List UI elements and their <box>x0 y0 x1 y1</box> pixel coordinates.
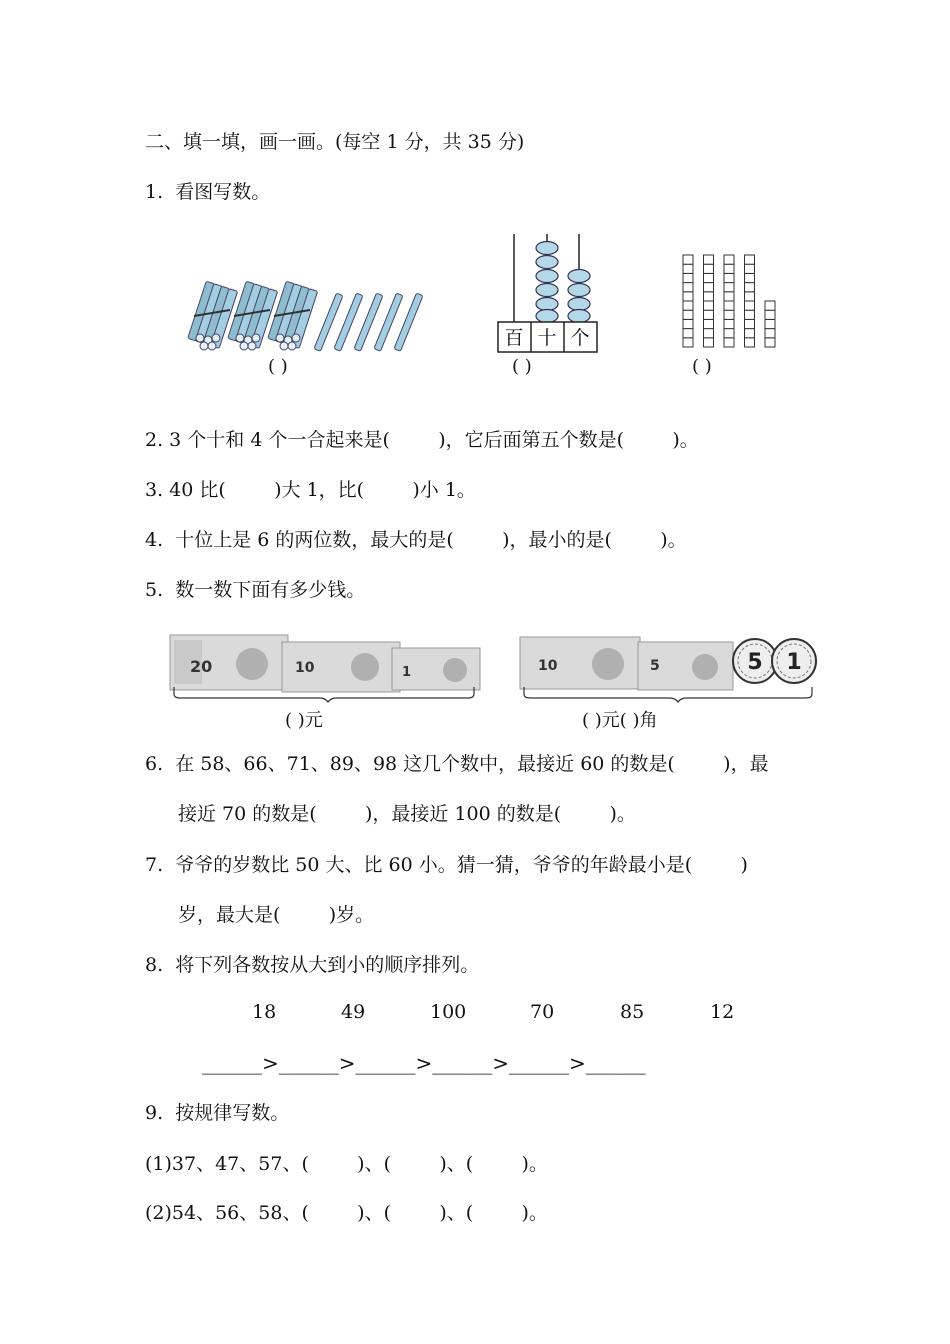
cube-unit <box>745 264 755 273</box>
answer-blank-money-left[interactable]: ( )元 <box>285 710 323 731</box>
cube-unit <box>745 338 755 347</box>
cube-unit <box>683 283 693 292</box>
question-4: 4. 十位上是 6 的两位数，最大的是( )，最小的是( )。 <box>145 529 687 551</box>
cube-unit <box>704 273 714 282</box>
cube-unit <box>745 319 755 328</box>
bill-value-20: 20 <box>190 657 213 676</box>
stick-bundles-figure <box>190 280 430 355</box>
cube-columns-figure <box>680 252 780 352</box>
cube-unit <box>683 338 693 347</box>
question-9-text: 9. 按规律写数。 <box>145 1102 290 1124</box>
cube-unit <box>724 283 734 292</box>
abacus-label-tens: 十 <box>537 327 557 349</box>
money-group-left <box>170 632 480 700</box>
cube-unit <box>683 292 693 301</box>
cube-unit <box>704 338 714 347</box>
cube-unit <box>704 292 714 301</box>
number-item: 12 <box>710 1001 735 1023</box>
cube-unit <box>724 319 734 328</box>
cube-unit <box>765 301 775 310</box>
cube-unit <box>683 310 693 319</box>
cube-unit <box>724 338 734 347</box>
cube-unit <box>765 329 775 338</box>
cube-unit <box>724 329 734 338</box>
cube-unit <box>765 338 775 347</box>
cube-unit <box>745 301 755 310</box>
question-6-line2: 接近 70 的数是( )，最接近 100 的数是( )。 <box>178 803 636 825</box>
coin-value-1: 1 <box>786 650 802 675</box>
question-7-line2: 岁，最大是( )岁。 <box>178 904 375 926</box>
question-7-line1: 7. 爷爷的岁数比 50 大、比 60 小。猜一猜，爷爷的年龄最小是( ) <box>145 854 748 876</box>
cube-unit <box>745 283 755 292</box>
cube-unit <box>704 283 714 292</box>
ordering-answer-line[interactable]: ______>______>______>______>______>______ <box>202 1051 646 1075</box>
bill-value-5: 5 <box>650 658 660 674</box>
cube-unit <box>683 273 693 282</box>
question-9-sub2: (2)54、56、58、( )、( )、( )。 <box>145 1202 548 1224</box>
abacus-label-hundreds: 百 <box>504 327 524 349</box>
cube-unit <box>683 301 693 310</box>
cube-unit <box>704 319 714 328</box>
cube-unit <box>724 301 734 310</box>
cube-unit <box>724 273 734 282</box>
cube-unit <box>745 329 755 338</box>
cube-unit <box>704 310 714 319</box>
cube-unit <box>724 264 734 273</box>
cube-unit <box>683 329 693 338</box>
answer-blank-sticks[interactable]: ( ) <box>268 356 288 377</box>
question-9-sub1: (1)37、47、57、( )、( )、( )。 <box>145 1153 548 1175</box>
question-8-text: 8. 将下列各数按从大到小的顺序排列。 <box>145 954 480 976</box>
number-item: 49 <box>341 1001 366 1023</box>
cube-unit <box>704 301 714 310</box>
question-3: 3. 40 比( )大 1，比( )小 1。 <box>145 479 476 501</box>
bill-value-10: 10 <box>295 660 315 676</box>
money-group-right <box>520 632 820 700</box>
answer-blank-money-right[interactable]: ( )元( )角 <box>582 710 658 731</box>
number-item: 70 <box>530 1001 555 1023</box>
abacus-label-ones: 个 <box>570 327 590 349</box>
cube-unit <box>704 255 714 264</box>
cube-unit <box>745 310 755 319</box>
coin-value-5: 5 <box>747 650 763 675</box>
number-item: 100 <box>430 1001 467 1023</box>
cube-unit <box>724 292 734 301</box>
cube-unit <box>765 310 775 319</box>
cube-unit <box>724 255 734 264</box>
cube-unit <box>683 255 693 264</box>
question-5-text: 5. 数一数下面有多少钱。 <box>145 579 366 601</box>
section-title: 二、填一填，画一画。(每空 1 分，共 35 分) <box>145 131 525 153</box>
number-item: 18 <box>252 1001 277 1023</box>
answer-blank-cubes[interactable]: ( ) <box>692 356 712 377</box>
cube-unit <box>745 292 755 301</box>
cube-unit <box>745 273 755 282</box>
bill-value-1: 1 <box>402 665 412 680</box>
cube-unit <box>724 310 734 319</box>
abacus-figure <box>495 232 605 354</box>
cube-unit <box>765 319 775 328</box>
answer-blank-abacus[interactable]: ( ) <box>512 356 532 377</box>
cube-unit <box>745 255 755 264</box>
cube-unit <box>704 264 714 273</box>
question-6-line1: 6. 在 58、66、71、89、98 这几个数中，最接近 60 的数是( )，最 <box>145 753 769 775</box>
bill-value-10-right: 10 <box>538 658 558 674</box>
number-item: 85 <box>620 1001 645 1023</box>
cube-unit <box>683 319 693 328</box>
question-2: 2. 3 个十和 4 个一合起来是( )，它后面第五个数是( )。 <box>145 429 699 451</box>
question-1-text: 1. 看图写数。 <box>145 181 271 203</box>
cube-unit <box>683 264 693 273</box>
cube-unit <box>704 329 714 338</box>
